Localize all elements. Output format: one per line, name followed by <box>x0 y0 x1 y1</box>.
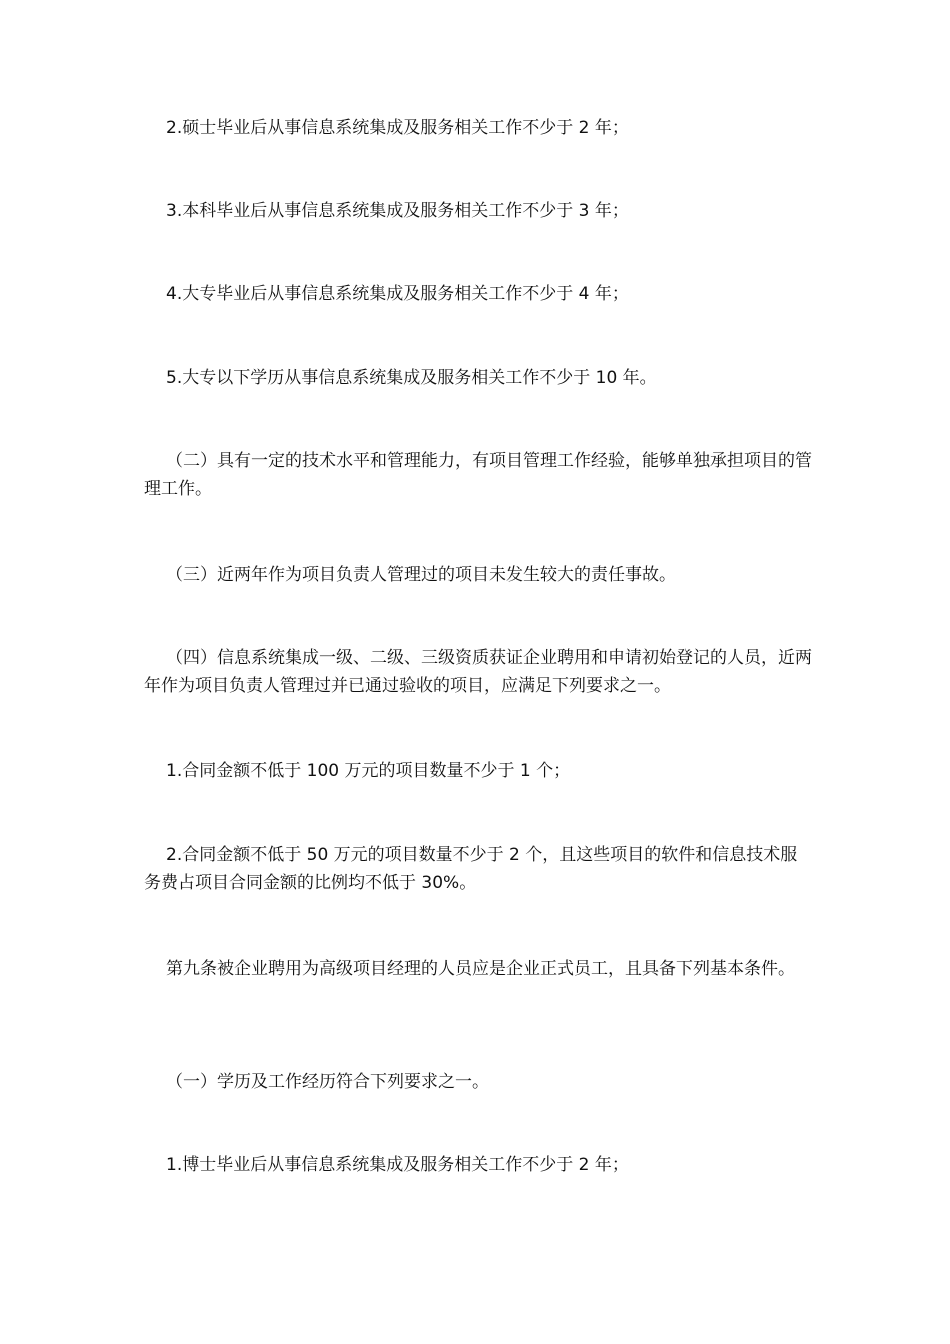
paragraph-clause-2: （二）具有一定的技术水平和管理能力，有项目管理工作经验，能够单独承担项目的管理工作。 <box>144 451 812 499</box>
paragraph-masters-requirement: 2.硕士毕业后从事信息系统集成及服务相关工作不少于 2 年； <box>166 118 629 138</box>
paragraph-below-college-requirement: 5.大专以下学历从事信息系统集成及服务相关工作不少于 10 年。 <box>166 368 657 388</box>
paragraph-contract-50: 2.合同金额不低于 50 万元的项目数量不少于 2 个，且这些项目的软件和信息技术服务费占项目合同金额的比例均不低于 30%。 <box>144 845 798 893</box>
paragraph-education-clause: （一）学历及工作经历符合下列要求之一。 <box>166 1072 489 1092</box>
paragraph-clause-4: （四）信息系统集成一级、二级、三级资质获证企业聘用和申请初始登记的人员，近两年作为项目负责人管理过并已通过验收的项目，应满足下列要求之一。 <box>144 648 812 696</box>
paragraph-doctorate-requirement: 1.博士毕业后从事信息系统集成及服务相关工作不少于 2 年； <box>166 1155 629 1175</box>
paragraph-bachelors-requirement: 3.本科毕业后从事信息系统集成及服务相关工作不少于 3 年； <box>166 201 629 221</box>
paragraph-article-9: 第九条被企业聘用为高级项目经理的人员应是企业正式员工，且具备下列基本条件。 <box>166 959 795 979</box>
paragraph-clause-3: （三）近两年作为项目负责人管理过的项目未发生较大的责任事故。 <box>166 565 676 585</box>
paragraph-contract-100: 1.合同金额不低于 100 万元的项目数量不少于 1 个； <box>166 761 571 781</box>
paragraph-college-requirement: 4.大专毕业后从事信息系统集成及服务相关工作不少于 4 年； <box>166 284 629 304</box>
